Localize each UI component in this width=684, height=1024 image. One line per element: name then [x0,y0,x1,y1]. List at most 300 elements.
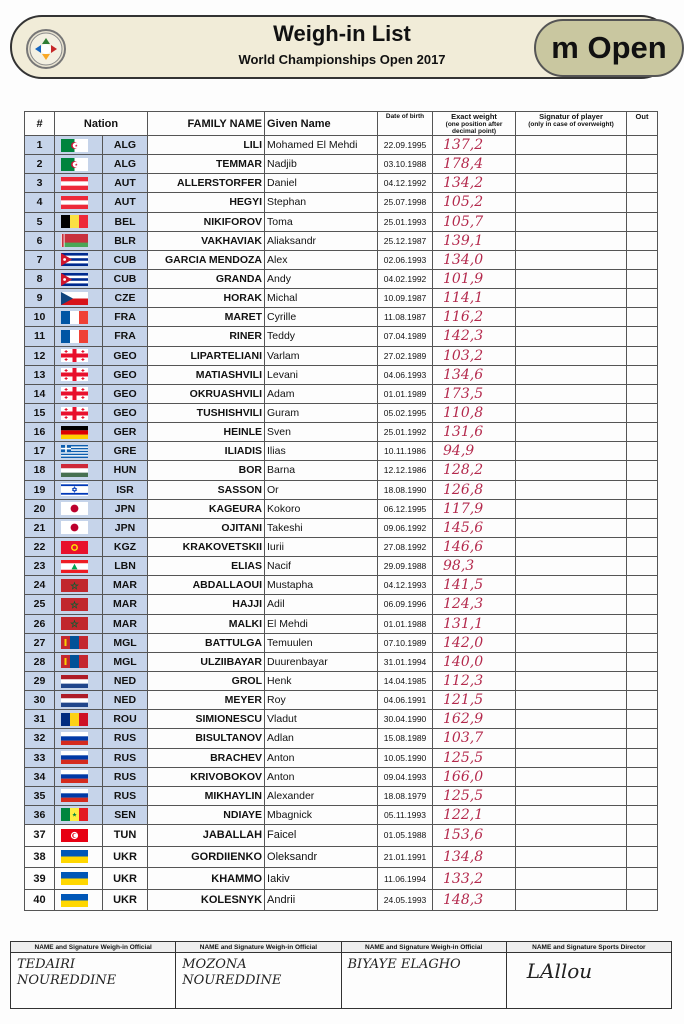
exact-weight: 166,0 [433,767,516,786]
family-name: OJITANI [148,518,265,537]
nation-code: CUB [103,269,148,288]
col-number-header: # [25,112,55,136]
out-mark [627,537,658,556]
flag-icon [55,805,103,824]
athlete-number: 39 [25,868,55,890]
table-row [25,403,658,422]
flag-icon [55,729,103,748]
family-name: KRAKOVETSKII [148,537,265,556]
date-of-birth: 29.09.1988 [378,557,433,576]
exact-weight: 139,1 [433,231,516,250]
family-name: ULZIIBAYAR [148,652,265,671]
exact-weight: 134,2 [433,174,516,193]
family-name: HEGYI [148,193,265,212]
table-header-row [25,112,658,136]
table-row [25,250,658,269]
date-of-birth: 30.04.1990 [378,710,433,729]
flag-icon [55,518,103,537]
isr-flag-icon [61,483,88,496]
nation-code: MAR [103,576,148,595]
athlete-number: 3 [25,174,55,193]
page-subtitle: World Championships Open 2017 [238,52,446,67]
flag-icon [55,174,103,193]
flag-icon [55,289,103,308]
flag-icon [55,671,103,690]
cub-flag-icon [61,253,88,266]
date-of-birth: 10.11.1986 [378,442,433,461]
handwritten-signature: TEDAIRI NOUREDDINE [17,957,117,988]
flag-icon [55,231,103,250]
nation-code: JPN [103,518,148,537]
family-name: GARCIA MENDOZA [148,250,265,269]
out-mark [627,786,658,805]
given-name: Andy [265,269,378,288]
exact-weight: 112,3 [433,671,516,690]
family-name: SASSON [148,480,265,499]
signature-box-official-3 [342,942,507,1008]
player-signature [516,748,627,767]
handwritten-signature: LAllou [526,959,593,983]
header-banner [10,15,673,79]
given-name: Anton [265,748,378,767]
exact-weight: 98,3 [433,557,516,576]
player-signature [516,250,627,269]
exact-weight: 131,6 [433,423,516,442]
family-name: TEMMAR [148,155,265,174]
mgl-flag-icon [61,655,88,668]
given-name: Ilias [265,442,378,461]
table-row [25,136,658,155]
table-row [25,671,658,690]
date-of-birth: 11.06.1994 [378,868,433,890]
page-title: Weigh-in List [273,21,411,46]
flag-icon [55,136,103,155]
date-of-birth: 10.09.1987 [378,289,433,308]
nation-code: FRA [103,308,148,327]
out-mark [627,846,658,868]
athlete-number: 30 [25,691,55,710]
flag-icon [55,614,103,633]
out-mark [627,212,658,231]
given-name: Andrii [265,889,378,911]
flag-icon [55,269,103,288]
ned-flag-icon [61,675,88,688]
nation-code: GRE [103,442,148,461]
table-row [25,710,658,729]
player-signature [516,174,627,193]
cze-flag-icon [61,292,88,305]
rus-flag-icon [61,770,88,783]
date-of-birth: 15.08.1989 [378,729,433,748]
nation-code: ISR [103,480,148,499]
mar-flag-icon [61,617,88,630]
family-name: NDIAYE [148,805,265,824]
table-row [25,155,658,174]
player-signature [516,652,627,671]
given-name: Adil [265,595,378,614]
date-of-birth: 21.01.1991 [378,846,433,868]
date-of-birth: 09.04.1993 [378,767,433,786]
athlete-number: 31 [25,710,55,729]
given-name: Adlan [265,729,378,748]
ijf-logo-icon [26,29,66,69]
exact-weight: 142,0 [433,633,516,652]
exact-weight: 133,2 [433,868,516,890]
athlete-number: 25 [25,595,55,614]
flag-icon [55,868,103,890]
out-mark [627,729,658,748]
player-signature [516,308,627,327]
table-row [25,365,658,384]
family-name: ILIADIS [148,442,265,461]
player-signature [516,518,627,537]
category-badge: m Open [534,19,684,77]
athlete-number: 1 [25,136,55,155]
ukr-flag-icon [61,894,88,907]
player-signature [516,289,627,308]
family-name: MARET [148,308,265,327]
date-of-birth: 06.09.1996 [378,595,433,614]
flag-icon [55,537,103,556]
player-signature [516,461,627,480]
hun-flag-icon [61,464,88,477]
out-mark [627,480,658,499]
nation-code: GEO [103,384,148,403]
given-name: Iurii [265,537,378,556]
given-name: Kokoro [265,499,378,518]
date-of-birth: 27.08.1992 [378,537,433,556]
exact-weight: 162,9 [433,710,516,729]
handwritten-signature: MOZONA NOUREDDINE [182,957,282,988]
out-mark [627,748,658,767]
athlete-number: 12 [25,346,55,365]
flag-icon [55,423,103,442]
table-row [25,308,658,327]
out-mark [627,633,658,652]
nation-code: NED [103,691,148,710]
player-signature [516,327,627,346]
col-dob-header: Date of birth [378,112,433,136]
given-name: Teddy [265,327,378,346]
out-mark [627,423,658,442]
flag-icon [55,327,103,346]
given-name: Barna [265,461,378,480]
out-mark [627,346,658,365]
flag-icon [55,786,103,805]
given-name: Henk [265,671,378,690]
out-mark [627,136,658,155]
signature-box-label: NAME and Signature Weigh-in Official [342,942,506,953]
kgz-flag-icon [61,541,88,554]
out-mark [627,461,658,480]
out-mark [627,691,658,710]
athlete-number: 23 [25,557,55,576]
flag-icon [55,557,103,576]
player-signature [516,786,627,805]
exact-weight: 134,6 [433,365,516,384]
family-name: GROL [148,671,265,690]
athlete-number: 20 [25,499,55,518]
table-row [25,174,658,193]
player-signature [516,767,627,786]
exact-weight: 128,2 [433,461,516,480]
given-name: Faicel [265,825,378,847]
athlete-number: 11 [25,327,55,346]
flag-icon [55,825,103,847]
family-name: GRANDA [148,269,265,288]
lbn-flag-icon [61,560,88,573]
family-name: HEINLE [148,423,265,442]
athlete-number: 18 [25,461,55,480]
table-row [25,748,658,767]
given-name: Mustapha [265,576,378,595]
flag-icon [55,155,103,174]
family-name: JABALLAH [148,825,265,847]
player-signature [516,365,627,384]
ukr-flag-icon [61,872,88,885]
family-name: LIPARTELIANI [148,346,265,365]
cub-flag-icon [61,273,88,286]
out-mark [627,614,658,633]
out-mark [627,576,658,595]
given-name: Guram [265,403,378,422]
athlete-number: 35 [25,786,55,805]
table-row [25,269,658,288]
table-row [25,825,658,847]
nation-code: ALG [103,136,148,155]
table-row [25,691,658,710]
table-body [25,136,658,911]
table-row [25,423,658,442]
player-signature [516,595,627,614]
date-of-birth: 22.09.1995 [378,136,433,155]
given-name: Oleksandr [265,846,378,868]
table-row [25,576,658,595]
table-row [25,786,658,805]
exact-weight: 94,9 [433,442,516,461]
out-mark [627,557,658,576]
out-mark [627,250,658,269]
player-signature [516,889,627,911]
flag-icon [55,889,103,911]
table-row [25,480,658,499]
nation-code: CUB [103,250,148,269]
out-mark [627,889,658,911]
date-of-birth: 04.06.1993 [378,365,433,384]
given-name: Takeshi [265,518,378,537]
player-signature [516,423,627,442]
signature-box-official-2 [176,942,341,1008]
athlete-number: 14 [25,384,55,403]
family-name: KOLESNYK [148,889,265,911]
player-signature [516,576,627,595]
date-of-birth: 05.02.1995 [378,403,433,422]
weigh-in-table [24,111,658,911]
athlete-number: 5 [25,212,55,231]
exact-weight: 173,5 [433,384,516,403]
mgl-flag-icon [61,636,88,649]
table-row [25,212,658,231]
table-row [25,289,658,308]
athlete-number: 22 [25,537,55,556]
exact-weight: 122,1 [433,805,516,824]
table-row [25,442,658,461]
date-of-birth: 01.01.1989 [378,384,433,403]
table-row [25,614,658,633]
family-name: KAGEURA [148,499,265,518]
athlete-number: 17 [25,442,55,461]
exact-weight: 134,0 [433,250,516,269]
flag-icon [55,346,103,365]
player-signature [516,729,627,748]
given-name: Anton [265,767,378,786]
nation-code: MGL [103,633,148,652]
date-of-birth: 11.08.1987 [378,308,433,327]
given-name: Duurenbayar [265,652,378,671]
player-signature [516,136,627,155]
athlete-number: 32 [25,729,55,748]
athlete-number: 7 [25,250,55,269]
given-name: Temuulen [265,633,378,652]
out-mark [627,595,658,614]
given-name: Michal [265,289,378,308]
date-of-birth: 04.12.1993 [378,576,433,595]
nation-code: GER [103,423,148,442]
player-signature [516,193,627,212]
bel-flag-icon [61,215,88,228]
out-mark [627,652,658,671]
ukr-flag-icon [61,850,88,863]
athlete-number: 29 [25,671,55,690]
rou-flag-icon [61,713,88,726]
family-name: BRACHEV [148,748,265,767]
rus-flag-icon [61,732,88,745]
table-row [25,499,658,518]
nation-code: UKR [103,868,148,890]
date-of-birth: 25.07.1998 [378,193,433,212]
flag-icon [55,193,103,212]
family-name: TUSHISHVILI [148,403,265,422]
family-name: MATIASHVILI [148,365,265,384]
geo-flag-icon [61,368,88,381]
out-mark [627,155,658,174]
exact-weight: 121,5 [433,691,516,710]
date-of-birth: 04.06.1991 [378,691,433,710]
date-of-birth: 31.01.1994 [378,652,433,671]
exact-weight: 126,8 [433,480,516,499]
given-name: Alexander [265,786,378,805]
athlete-number: 13 [25,365,55,384]
handwritten-signature: BIYAYE ELAGHO [347,957,461,972]
nation-code: MAR [103,614,148,633]
athlete-number: 9 [25,289,55,308]
ned-flag-icon [61,694,88,707]
out-mark [627,518,658,537]
player-signature [516,231,627,250]
col-signature-header: Signatur of player (only in case of overweight) [516,112,627,136]
family-name: ELIAS [148,557,265,576]
exact-weight: 103,2 [433,346,516,365]
nation-code: TUN [103,825,148,847]
rus-flag-icon [61,789,88,802]
out-mark [627,868,658,890]
family-name: ALLERSTORFER [148,174,265,193]
nation-code: BLR [103,231,148,250]
exact-weight: 110,8 [433,403,516,422]
out-mark [627,805,658,824]
col-given-header: Given Name [265,112,378,136]
nation-code: NED [103,671,148,690]
out-mark [627,365,658,384]
table-row [25,767,658,786]
family-name: VAKHAVIAK [148,231,265,250]
flag-icon [55,212,103,231]
signature-box-label: NAME and Signature Weigh-in Official [176,942,340,953]
exact-weight: 145,6 [433,518,516,537]
flag-icon [55,595,103,614]
player-signature [516,346,627,365]
date-of-birth: 18.08.1979 [378,786,433,805]
athlete-number: 6 [25,231,55,250]
athlete-number: 19 [25,480,55,499]
family-name: GORDIIENKO [148,846,265,868]
given-name: Adam [265,384,378,403]
family-name: ABDALLAOUI [148,576,265,595]
nation-code: KGZ [103,537,148,556]
player-signature [516,403,627,422]
family-name: NIKIFOROV [148,212,265,231]
sen-flag-icon [61,808,88,821]
family-name: KRIVOBOKOV [148,767,265,786]
player-signature [516,614,627,633]
out-mark [627,442,658,461]
nation-code: AUT [103,193,148,212]
date-of-birth: 25.01.1993 [378,212,433,231]
col-nation-header: Nation [55,112,148,136]
given-name: Vladut [265,710,378,729]
table-row [25,595,658,614]
aut-flag-icon [61,196,88,209]
col-family-header: FAMILY NAME [148,112,265,136]
athlete-number: 28 [25,652,55,671]
athlete-number: 26 [25,614,55,633]
family-name: KHAMMO [148,868,265,890]
exact-weight: 105,2 [433,193,516,212]
given-name: Nacif [265,557,378,576]
geo-flag-icon [61,387,88,400]
player-signature [516,499,627,518]
athlete-number: 4 [25,193,55,212]
family-name: RINER [148,327,265,346]
date-of-birth: 10.05.1990 [378,748,433,767]
flag-icon [55,633,103,652]
athlete-number: 16 [25,423,55,442]
out-mark [627,710,658,729]
date-of-birth: 06.12.1995 [378,499,433,518]
family-name: OKRUASHVILI [148,384,265,403]
family-name: MEYER [148,691,265,710]
date-of-birth: 03.10.1988 [378,155,433,174]
signature-box-official-1 [11,942,176,1008]
gre-flag-icon [61,445,88,458]
flag-icon [55,652,103,671]
exact-weight: 101,9 [433,269,516,288]
rus-flag-icon [61,751,88,764]
given-name: Toma [265,212,378,231]
exact-weight: 140,0 [433,652,516,671]
nation-code: AUT [103,174,148,193]
date-of-birth: 07.04.1989 [378,327,433,346]
